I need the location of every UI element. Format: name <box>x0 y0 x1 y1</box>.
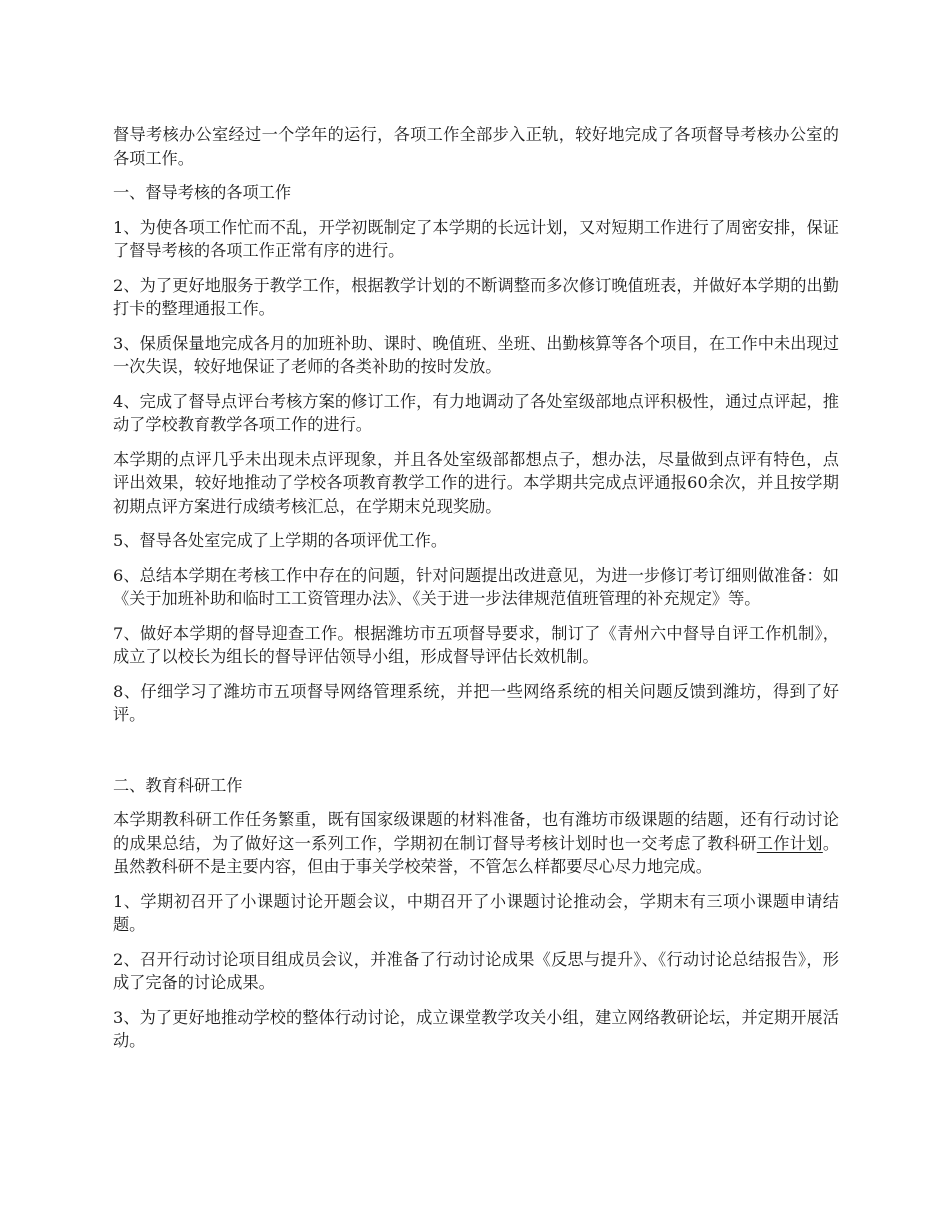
research-intro-text-end: 。虽然教科研不是主要内容，但由于事关学校荣誉，不管怎么样都要尽心尽力地完成。 <box>113 833 839 876</box>
section-spacer <box>113 738 839 774</box>
list-item: 5、督导各处室完成了上学期的各项评优工作。 <box>113 531 448 550</box>
research-intro-paragraph <box>113 808 839 879</box>
list-item: 本学期的点评几乎未出现未点评现象，并且各处室级部都想点子，想办法，尽量做到点评有特色，点评出效果，较好地推动了学校各项教育教学工作的进行。本学期共完成点评通报60余次，并且按学期初期点评方案进行成绩考核汇总，在学期末兑现奖励。 <box>113 449 839 516</box>
list-item: 2、召开行动讨论项目组成员会议，并准备了行动讨论成果《反思与提升》、《行动讨论总结报告》，形成了完备的讨论成果。 <box>113 949 839 992</box>
section-heading-research: 二、教育科研工作 <box>113 775 243 795</box>
list-item: 2、为了更好地服务于教学工作，根据教学计划的不断调整而多次修订晚值班表，并做好本学期的出勤打卡的整理通报工作。 <box>113 275 839 318</box>
document-body <box>113 123 839 1064</box>
list-item: 1、学期初召开了小课题讨论开题会议，中期召开了小课题讨论推动会，学期末有三项小课题申请结题。 <box>113 891 839 934</box>
intro-paragraph: 督导考核办公室经过一个学年的运行，各项工作全部步入正轨，较好地完成了各项督导考核办公室的各项工作。 <box>113 125 839 168</box>
research-intro-text: 本学期教科研工作任务繁重，既有国家级课题的材料准备，也有潍坊市级课题的结题，还有行动讨论的成果总结，为了做好这一系列工作，学期初在制订督导考核计划时也一交考虑了教科研 <box>113 810 839 853</box>
list-item: 7、做好本学期的督导迎查工作。根据潍坊市五项督导要求，制订了《青州六中督导自评工作机制》，成立了以校长为组长的督导评估领导小组，形成督导评估长效机制。 <box>113 623 839 666</box>
list-item: 3、保质保量地完成各月的加班补助、课时、晚值班、坐班、出勤核算等各个项目，在工作中未出现过一次失误，较好地保证了老师的各类补助的按时发放。 <box>113 333 839 376</box>
list-item: 3、为了更好地推动学校的整体行动讨论，成立课堂教学攻关小组，建立网络教研论坛，并定期开展活动。 <box>113 1007 839 1050</box>
list-item: 8、仔细学习了潍坊市五项督导网络管理系统，并把一些网络系统的相关问题反馈到潍坊，得到了好评。 <box>113 681 839 724</box>
list-item: 4、完成了督导点评台考核方案的修订工作，有力地调动了各处室级部地点评积极性，通过点评起，推动了学校教育教学各项工作的进行。 <box>113 391 839 434</box>
list-item: 1、为使各项工作忙而不乱，开学初既制定了本学期的长远计划，又对短期工作进行了周密安排，保证了督导考核的各项工作正常有序的进行。 <box>113 217 839 260</box>
list-item: 6、总结本学期在考核工作中存在的问题，针对问题提出改进意见，为进一步修订考订细则做准备：如《关于加班补助和临时工工资管理办法》、《关于进一步法律规范值班管理的补充规定》等。 <box>113 565 839 608</box>
section-heading-supervision: 一、督导考核的各项工作 <box>113 183 292 202</box>
work-plan-link[interactable]: 工作计划 <box>756 833 823 853</box>
